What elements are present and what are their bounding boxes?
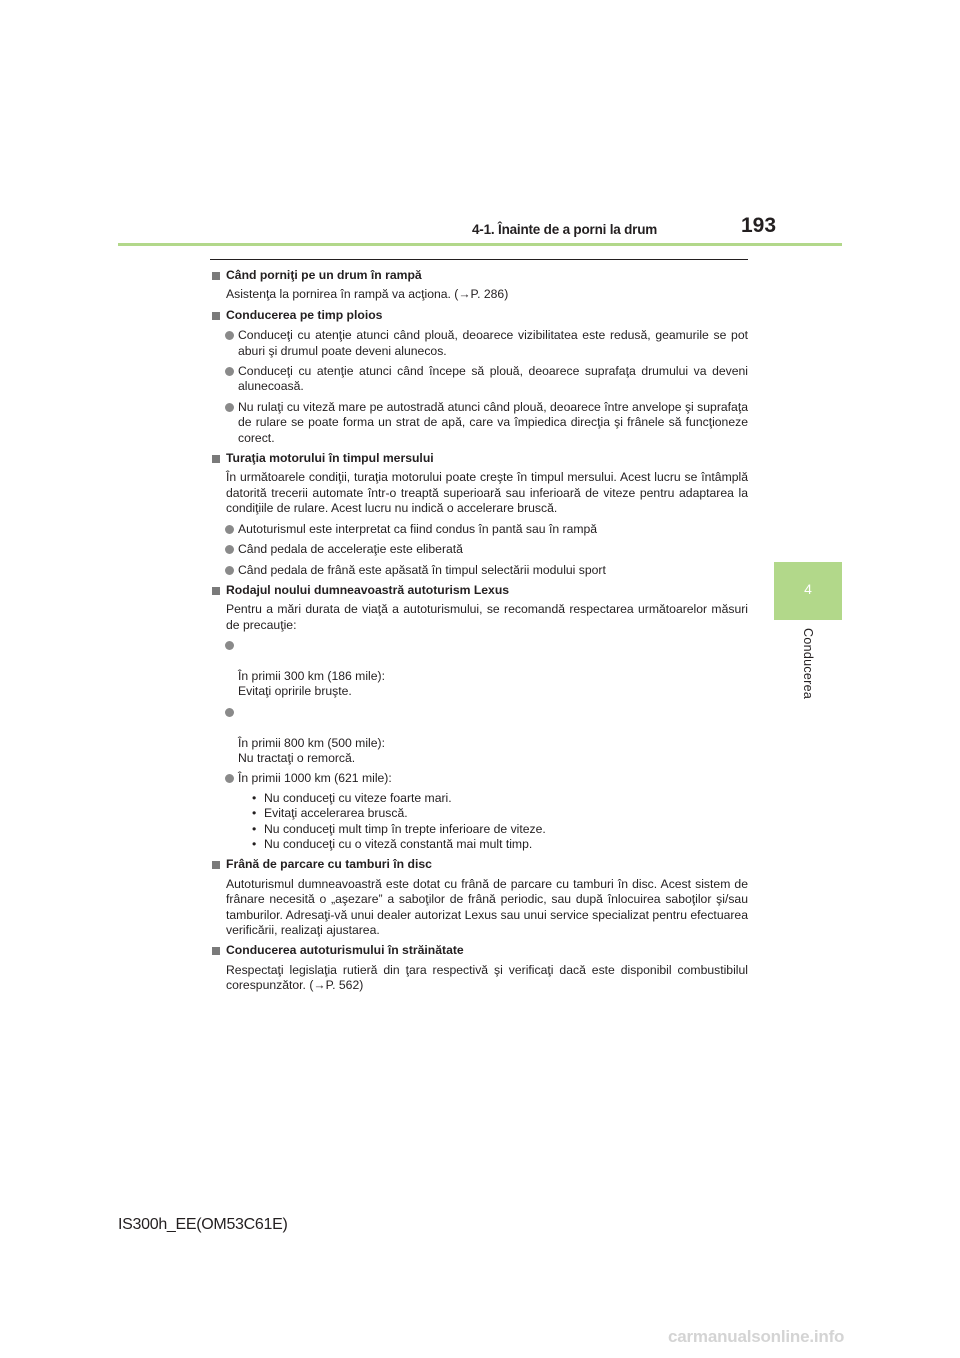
list-item: Când pedala de frână este apăsată în timpul selectării modului sport <box>212 563 748 578</box>
list-item: În primii 300 km (186 mile): Evitaţi opririle bruşte. <box>212 638 748 700</box>
section-paragraph: Respectaţi legislaţia rutieră din ţara respectivă şi verificaţi dacă este disponibil combustibilul corespunzător. (→P. 562) <box>226 962 748 993</box>
small-dot-icon: • <box>252 837 257 851</box>
section-paragraph: În următoarele condiţii, turaţia motorului poate creşte în timpul mersului. Acest lucru se întâmplă datorită trecerii automate într-o treaptă superioară sau inferioară de viteze pentru adaptarea la condiţiile de rulare. Acest lucru nu indică o accelerare bruscă. <box>226 470 748 516</box>
header-rule <box>118 243 842 246</box>
model-code: IS300h_EE(OM53C61E) <box>118 1216 288 1233</box>
round-bullet-icon <box>225 774 234 783</box>
round-bullet-icon <box>225 331 234 340</box>
section-title: Conducerea autoturismului în străinătate <box>212 943 748 958</box>
sub-list-item: • Nu conduceţi cu o viteză constantă mai mult timp. <box>252 837 533 851</box>
list-item: Nu rulaţi cu viteză mare pe autostradă atunci când plouă, deoarece între anvelope şi suprafaţa de rulare se poate forma un strat de apă, care va împiedica direcţia şi frânele să funcţioneze corect. <box>212 400 748 446</box>
round-bullet-icon <box>225 708 234 717</box>
round-bullet-icon <box>225 566 234 575</box>
square-bullet-icon <box>212 312 220 320</box>
chapter-tab <box>774 562 842 620</box>
square-bullet-icon <box>212 947 220 955</box>
page-number: 193 <box>741 214 777 237</box>
round-bullet-icon <box>225 545 234 554</box>
sub-list-item: • Nu conduceţi cu viteze foarte mari. <box>252 790 452 805</box>
section-paragraph: Asistenţa la pornirea în rampă va acţiona. (→P. 286) <box>226 287 509 302</box>
round-bullet-icon <box>225 367 234 376</box>
list-item: Când pedala de acceleraţie este eliberată <box>212 542 748 557</box>
square-bullet-icon <box>212 861 220 869</box>
watermark: carmanualsonline.info <box>668 1327 845 1346</box>
small-dot-icon: • <box>252 790 257 805</box>
header-section-title: 4-1. Înainte de a porni la drum <box>472 222 658 237</box>
sub-list-item: • Nu conduceţi mult timp în trepte inferioare de viteze. <box>252 821 546 836</box>
section-title: Rodajul noului dumneavoastră autoturism Lexus <box>212 583 748 598</box>
square-bullet-icon <box>212 455 220 463</box>
section-title: Când porniţi pe un drum în rampă <box>212 268 748 283</box>
section-paragraph: Pentru a mări durata de viaţă a autoturismului, se recomandă respectarea următoarelor măsuri de precauţie: <box>226 602 748 632</box>
chapter-number: 4 <box>804 581 812 597</box>
square-bullet-icon <box>212 587 220 595</box>
round-bullet-icon <box>225 641 234 650</box>
chapter-label: Conducerea <box>801 628 815 700</box>
square-bullet-icon <box>212 272 220 280</box>
sub-list <box>212 791 748 853</box>
round-bullet-icon <box>225 403 234 412</box>
list-item: În primii 800 km (500 mile): Nu tractaţi o remorcă. <box>212 705 748 767</box>
list-item: Conduceţi cu atenţie atunci când începe să plouă, deoarece suprafaţa drumului va deveni alunecoasă. <box>212 364 748 395</box>
list-item: Autoturismul este interpretat ca fiind condus în pantă sau în rampă <box>212 522 748 537</box>
content-top-rule <box>210 259 748 260</box>
small-dot-icon: • <box>252 821 257 836</box>
section-paragraph: Autoturismul dumneavoastră este dotat cu frână de parcare cu tamburi în disc. Acest sistem de frânare necesită o „aşezare” a saboţilor de frână periodic, sau după înlocuirea saboţilor şi/sau tamburilor. Adresaţi-vă unui dealer autorizat Lexus sau unui service specializat pentru efectuarea verificării, realizaţi ajustarea. <box>226 876 748 938</box>
round-bullet-icon <box>225 525 234 534</box>
list-item: În primii 1000 km (621 mile): <box>212 771 748 786</box>
page-content <box>212 268 748 994</box>
small-dot-icon: • <box>252 806 257 821</box>
section-title: Turaţia motorului în timpul mersului <box>212 451 748 466</box>
section-title: Frână de parcare cu tamburi în disc <box>212 857 748 872</box>
section-title: Conducerea pe timp ploios <box>212 308 748 323</box>
list-item: Conduceţi cu atenţie atunci când plouă, deoarece vizibilitatea este redusă, geamurile se pot aburi şi drumul poate deveni alunecos. <box>212 328 748 359</box>
sub-list-item: • Evitaţi accelerarea bruscă. <box>252 806 408 821</box>
